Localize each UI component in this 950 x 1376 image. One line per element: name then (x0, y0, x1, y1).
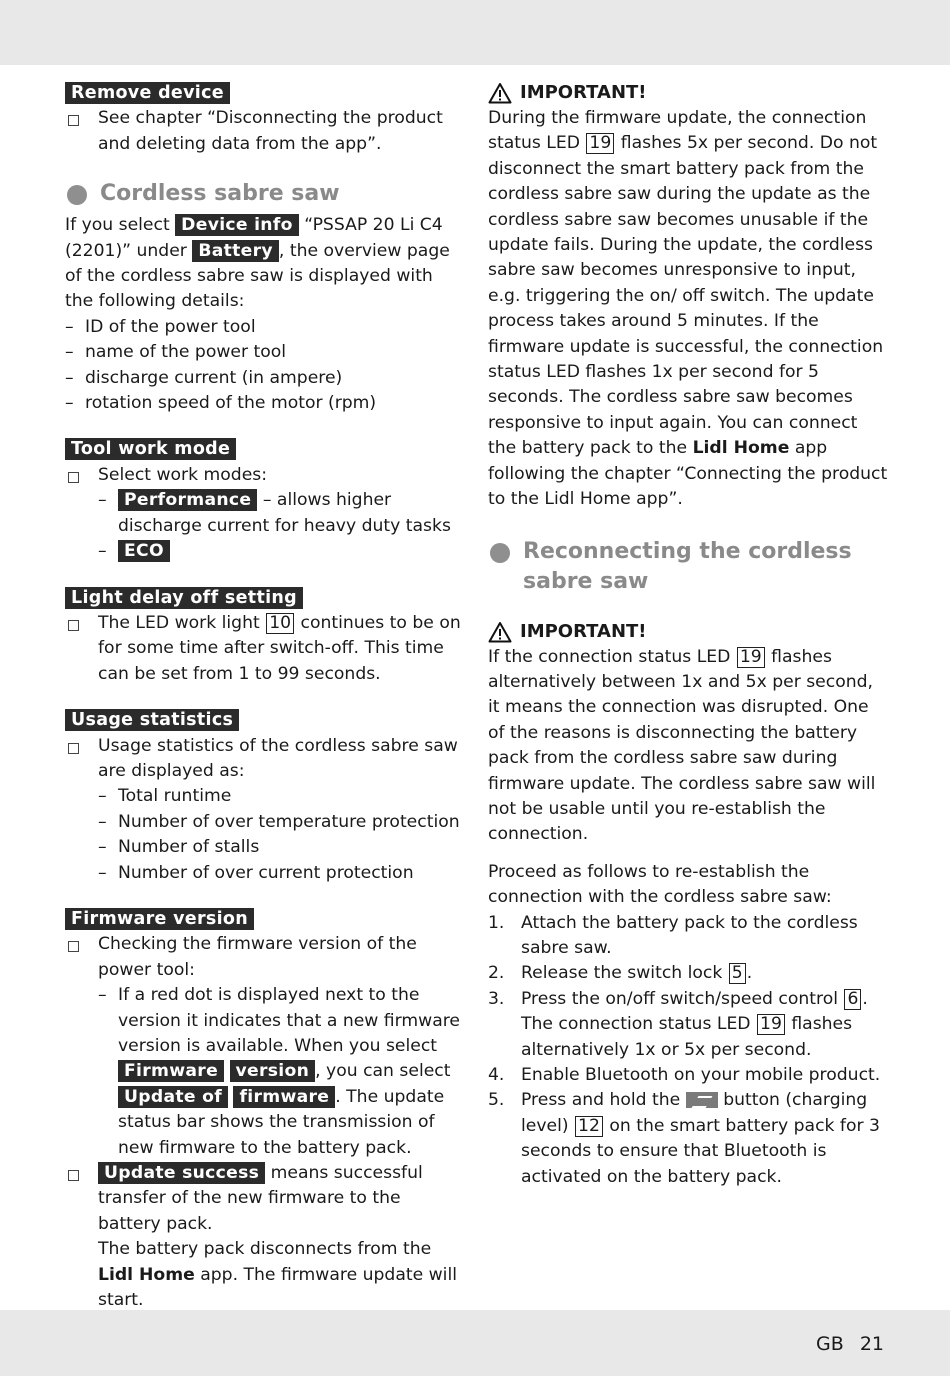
firmware-version-tag: Firmware version (65, 908, 254, 930)
tool-work-mode-tag: Tool work mode (65, 438, 236, 460)
list-item: Checking the firmware version of the power tool: (65, 932, 465, 983)
reference-number: 19 (737, 647, 765, 668)
bullet-dot-icon (490, 543, 510, 563)
list-item: – Number of over temperature protection (98, 811, 460, 832)
reference-number: 6 (844, 989, 861, 1010)
right-column (488, 80, 888, 1190)
checkbox-square-icon (65, 463, 98, 488)
important-heading: IMPORTANT! (488, 619, 888, 645)
warning-triangle-icon (488, 82, 512, 104)
update-of-tag: Update of (118, 1086, 228, 1108)
checkbox-square-icon (65, 611, 98, 687)
reference-number: 19 (757, 1014, 785, 1035)
list-item: – Number of stalls (98, 837, 260, 858)
bullet-dot-icon (67, 185, 87, 205)
list-item: Update success means successful transfer of the new firmware to the battery pack. The battery pack disconnects from the Lidl Home app. The firmware update will start. (65, 1161, 465, 1313)
list-item: – ECO (98, 539, 465, 564)
version-tag: version (230, 1060, 316, 1082)
light-delay-tag: Light delay off setting (65, 587, 303, 609)
page-number: GB 21 (816, 1333, 884, 1355)
reference-number: 5 (729, 963, 746, 984)
eco-tag: ECO (118, 540, 170, 562)
bluetooth-connect-icon (686, 1092, 718, 1108)
step-item: 4. Enable Bluetooth on your mobile product. (488, 1065, 881, 1085)
list-item: See chapter “Disconnecting the product and deleting data from the app”. (65, 106, 465, 157)
step-item: 1. Attach the battery pack to the cordless sabre saw. (488, 912, 858, 958)
checkbox-square-icon (65, 932, 98, 983)
performance-tag: Performance (118, 489, 257, 511)
checkbox-square-icon (65, 1161, 98, 1313)
list-item: – discharge current (in ampere) (65, 367, 343, 388)
proceed-paragraph: Proceed as follows to re-establish the connection with the cordless sabre saw: (488, 861, 832, 908)
list-item: – ID of the power tool (65, 316, 256, 337)
reference-number: 12 (575, 1116, 603, 1137)
reference-number: 10 (266, 613, 294, 634)
list-item: Usage statistics of the cordless sabre saw are displayed as: (65, 734, 465, 785)
cordless-paragraph: If you select Device info “PSSAP 20 Li C4 (2201)” under Battery , the overview page of the cordless sabre saw is displayed with the following details: (65, 215, 450, 312)
left-column (65, 80, 465, 1313)
step-item: 3. Press the on/off switch/speed control 6 . The connection status LED 19 flashes alternatively 1x or 5x per second. (488, 988, 868, 1060)
list-item: The LED work light 10 continues to be on for some time after switch-off. This time can be set from 1 to 99 seconds. (65, 611, 465, 687)
list-item: – name of the power tool (65, 342, 287, 363)
firmware-tag: Firmware (118, 1060, 224, 1082)
important-heading: IMPORTANT! (488, 80, 888, 106)
firmware-update-tag: firmware (233, 1086, 335, 1108)
list-item: – Number of over current protection (98, 862, 414, 883)
list-item: Select work modes: (65, 463, 465, 488)
usage-statistics-tag: Usage statistics (65, 709, 239, 731)
important-paragraph: During the firmware update, the connection status LED 19 flashes 5x per second. Do not disconnect the smart battery pack from the cordless sabre saw during the update as the cordless sabre saw becomes unusable if the update fails. During the update, the cordless sabre saw becomes unresponsive to input, e.g. triggering the on/ off switch. The update process takes around 5 minutes. If the firmware update is successful, the connection status LED flashes 1x per second for 5 seconds. The cordless sabre saw becomes responsive to input again. You can connect the battery pack to the Lidl Home app following the chapter “Connecting the product to the Lidl Home app”. (488, 108, 888, 510)
remove-device-tag: Remove device (65, 82, 230, 104)
list-item: – If a red dot is displayed next to the version it indicates that a new firmware version is available. When you select Firmware version , you can select Update of firmware . The update status bar shows the transmission of new firmware to the battery pack. (98, 985, 460, 1158)
list-item: – rotation speed of the motor (rpm) (65, 393, 377, 414)
checkbox-square-icon (65, 106, 98, 157)
reference-number: 19 (586, 133, 614, 154)
important-paragraph: If the connection status LED 19 flashes alternatively between 1x and 5x per second, it means the connection was disrupted. One of the reasons is disconnecting the battery pack from the cordless sabre saw during firmware update. The cordless sabre saw will not be usable until you re-establish the connection. (488, 646, 876, 845)
device-info-tag: Device info (175, 214, 299, 236)
footer-bar (0, 1310, 950, 1376)
section-heading-cordless: Cordless sabre saw (65, 179, 465, 209)
list-item: – Performance – allows higher discharge current for heavy duty tasks (98, 490, 451, 536)
warning-triangle-icon (488, 621, 512, 643)
list-item: – Total runtime (98, 786, 232, 807)
checkbox-square-icon (65, 734, 98, 785)
step-item: 5. Press and hold the button (charging level) 12 on the smart battery pack for 3 seconds to ensure that Bluetooth is activated on the battery pack. (488, 1090, 880, 1187)
update-success-tag: Update success (98, 1162, 265, 1184)
header-bar (0, 0, 950, 65)
section-heading-reconnect: Reconnecting the cordless sabre saw (488, 537, 888, 597)
step-item: 2. Release the switch lock 5 . (488, 963, 753, 984)
battery-tag: Battery (192, 240, 279, 262)
